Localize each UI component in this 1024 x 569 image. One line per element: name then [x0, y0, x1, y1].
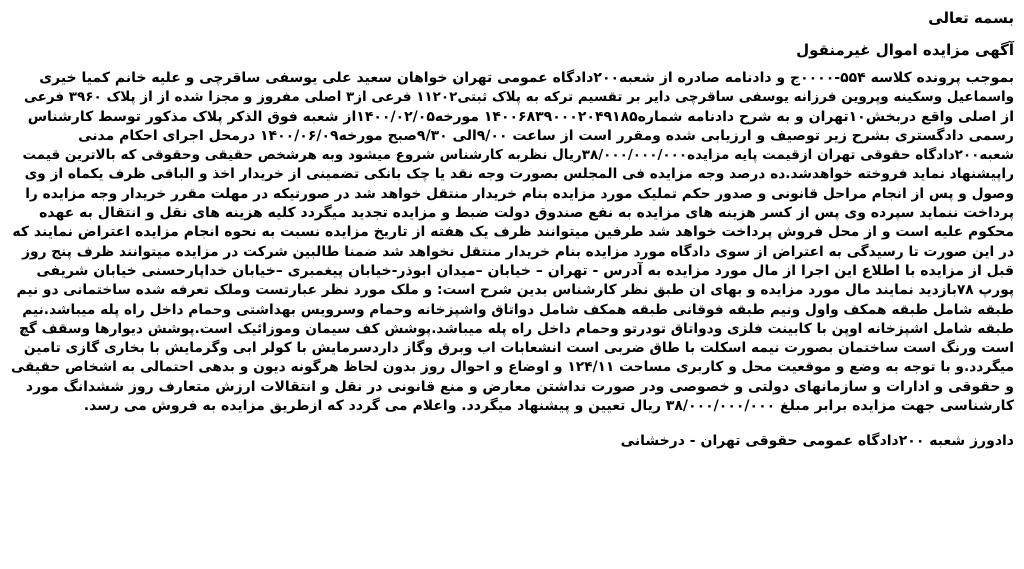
body-line: محکوم علیه است و از محل فروش پرداخت خواهد شد طرفین میتوانند ظرف یک هفته از تاریخ مزایده نسبت به نحوه انجام مزایده اعتراض نمایند که — [12, 224, 1014, 241]
body-line: رسمی دادگستری بشرح زیر توصیف و ارزیابی شده ومقرر است از ساعت ۹/۰۰الی ۹/۳۰صبح مورخه۱۴۰۰/۰۶/۰۹ درمحل اجرای احکام مدنی — [78, 127, 1014, 144]
body-line: از اصلی واقع دربخش۱۰تهران و به شرح دادنامه شماره۱۴۰۰۶۸۳۹۰۰۰۲۰۴۹۱۸۵ مورخه۱۴۰۰/۰۲/۰۵از شعبه فوق الذکر پلاک مذکور توسط کارشناس — [27, 108, 1014, 125]
body-line: در این صورت تا رسیدگی به اعتراض از سوی دادگاه مورد مزایده بنام خریدار منتقل نخواهد شد ضمنا طالبین شرکت در مزایده میتوانند ظرف پنج روز — [22, 243, 1014, 260]
body-line: میگردد.و با توجه به وضع و موقعیت محل و کاربری مساحت ۱۲۴/۱۱ و اوضاع و احوال روز بدون لحاظ هرگونه دیون و بدهی احتمالی به اشخاص حقیقی — [11, 359, 1014, 376]
body-line: و حقوقی و ادارات و سازمانهای دولتی و خصوصی ودر صورت نداشتن معارض و منع قانونی در نقل و انتقالات ارزش متعارف روز ششدانگ مورد — [25, 378, 1014, 395]
body-line: پورپ ۷۸بازدید نمایند مال مورد مزایده و بهای ان طبق نظر کارشناس بدین شرح است: و ملک مورد نظر عبارتست وملک تعرفه شده ساختمانی دو نیم — [16, 282, 1014, 299]
invocation-heading: بسمه تعالی — [928, 9, 1014, 27]
body-line: واسماعیل وسکینه وپروین فرزانه یوسفی ساقرچی دایر بر تقسیم ترکه به پلاک ثبتی۱۱۲۰۲ فرعی از۳ اصلی مفروز و مجزا شده از از پلاک ۳۹۶۰ فرعی — [23, 89, 1014, 106]
body-line: بموجب پرونده کلاسه ۵۵۴-۰۰۰۰ج و دادنامه صادره از شعبه۲۰۰دادگاه عمومی تهران خواهان سعید علی یوسفی ساقرچی و علیه خانم کمیا خیری — [39, 70, 1014, 86]
body-line: طبقه شامل طبقه همکف واول ونیم طبقه فوقانی طبقه همکف شامل دواتاق واشپزخانه وحمام وسرویس بهداشتی وحمام داخل راه پله میباشد.نیم — [22, 301, 1014, 318]
body-line: کارشناسی جهت مزایده برابر مبلغ ۳۸/۰۰۰/۰۰۰/۰۰۰ ریال تعیین و پیشنهاد میگردد. واعلام می گردد که ازطریق مزایده به فروش می رسد. — [83, 398, 1014, 415]
body-line: قبل از مزایده با اطلاع این اجرا از مال مورد مزایده به آدرس - تهران – خیابان –میدان ابوذر-خیابان پیغمبری –خیابان خداپارحسنی خیابان شریفی — [36, 262, 1014, 279]
body-line: شعبه۲۰۰دادگاه حقوقی تهران ازقیمت پایه مزایده۳۸/۰۰۰/۰۰۰/۰۰۰ریال نظربه کارشناس شروع میشود وبه هرشخص حقیقی وحقوقی که بالاترین قیمت — [22, 147, 1014, 164]
body-line: راپیشنهاد نماید فروخته خواهدشد.ده درصد وجه مزایده فی المجلس بصورت وجه نقد یا چک بانکی تضمینی از خریدار اخذ و الباقی ظرف یکماه از وی — [24, 166, 1014, 183]
body-line: طبقه شامل اشپزخانه اوپن با کابینت فلزی ودواتاق تودرتو وحمام داخل راه پله میباشد.پوشش کف سیمان وموزائیک است.پوشش دیوارها وسقف گچ — [18, 320, 1014, 337]
body-line: پرداخت ننماید سپرده وی پس از کسر هزینه های مزایده به نفع صندوق دولت ضبط و مزایده تجدید میگردد کلیه هزینه های نقل و انتقال به عهده — [39, 205, 1014, 222]
notice-body — [10, 69, 1014, 416]
signature-line: دادورز شعبه ۲۰۰دادگاه عمومی حقوقی تهران - درخشانی — [620, 433, 1014, 450]
body-line: است ورنگ است ساختمان بصورت نیمه اسکلت با طاق ضربی است انشعابات اب وبرق وگاز داردسرمایش با کولر ابی وگرمایش با بخاری گازی تامین — [23, 340, 1014, 357]
notice-title: آگهی مزایده اموال غیرمنقول — [796, 41, 1014, 59]
body-line: وصول و پس از انجام مراحل قانونی و صدور حکم تملیک مورد مزایده بنام خریدار منتقل خواهد شد در صورتیکه در مهلت مقرر خریدار وجه مزایده را — [25, 185, 1014, 202]
